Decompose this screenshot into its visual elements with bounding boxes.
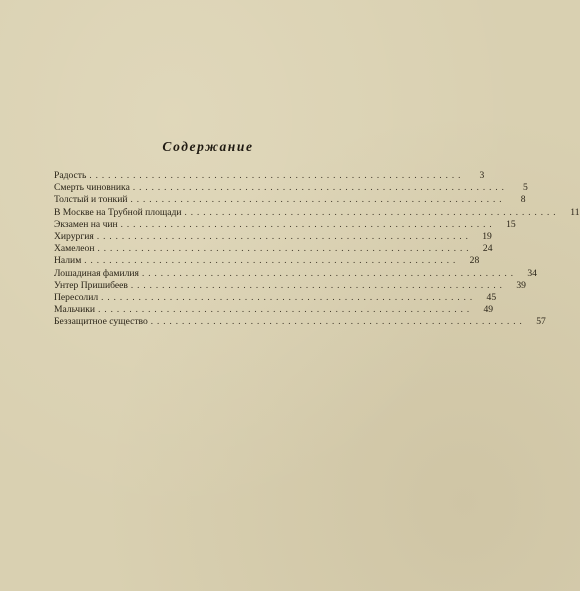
dot-leader: ............................................................ <box>96 230 472 241</box>
toc-entry-title: Беззащитное существо <box>54 316 148 328</box>
toc-entry-title: Лошадиная фамилия <box>54 267 139 279</box>
dot-leader: ............................................................ <box>84 255 460 266</box>
toc-entry-page: 19 <box>482 230 492 242</box>
toc-entry-page: 39 <box>516 279 526 291</box>
toc-entry-title: Унтер Пришибеев <box>54 279 128 291</box>
dot-leader: ............................................................ <box>130 279 506 290</box>
toc-entry <box>54 279 526 291</box>
toc-entry <box>54 218 516 230</box>
toc-entry <box>54 291 497 303</box>
dot-leader: ............................................................ <box>141 267 517 278</box>
toc-title: Содержание <box>162 139 254 154</box>
toc-entry <box>54 267 537 279</box>
toc-entry <box>54 315 546 328</box>
toc-entry <box>54 169 485 181</box>
toc-entry <box>54 303 494 316</box>
toc-entry <box>54 193 526 206</box>
dot-leader: ............................................................ <box>130 194 506 205</box>
dot-leader: ............................................................ <box>150 316 526 327</box>
toc-entry-title: Толстый и тонкий <box>54 194 128 206</box>
toc-entry-page: 11 <box>570 206 580 218</box>
toc-entry-page: 3 <box>479 170 485 181</box>
toc-entry-page: 49 <box>483 304 494 316</box>
toc-entry-page: 15 <box>506 218 516 230</box>
dot-leader: ............................................................ <box>184 206 560 217</box>
toc-entry-title: Налим <box>54 255 82 267</box>
toc-entry-page: 28 <box>469 255 480 267</box>
toc-entry <box>54 181 528 194</box>
toc-entry-title: Хамелеон <box>54 243 95 255</box>
dot-leader: ............................................................ <box>97 243 473 254</box>
toc-entry-title: Мальчики <box>54 304 96 316</box>
toc-entry <box>54 206 580 218</box>
toc-entry-page: 8 <box>520 194 526 206</box>
toc-entry-page: 45 <box>486 291 497 303</box>
toc-entry-title: Радость <box>54 170 87 181</box>
toc-entry <box>54 230 492 242</box>
toc-entry-page: 34 <box>527 267 537 279</box>
toc-entry-title: Хирургия <box>54 230 94 242</box>
dot-leader: ............................................................ <box>89 170 465 180</box>
dot-leader: ............................................................ <box>98 304 474 315</box>
dot-leader: ............................................................ <box>120 218 496 229</box>
toc-entry <box>54 242 493 255</box>
toc-list <box>54 169 580 328</box>
toc-entry-page: 57 <box>536 316 546 328</box>
toc-entry-title: Экзамен на чин <box>54 218 118 230</box>
toc-entry-page: 5 <box>523 182 528 194</box>
toc-entry-title: Смерть чиновника <box>54 182 130 194</box>
dot-leader: ............................................................ <box>101 291 477 302</box>
dot-leader: ............................................................ <box>132 182 508 193</box>
toc-entry-page: 24 <box>482 243 493 255</box>
toc-entry-title: В Москве на Трубной площади <box>54 206 182 218</box>
toc-entry <box>54 254 480 267</box>
toc-entry-title: Пересолил <box>54 291 99 303</box>
